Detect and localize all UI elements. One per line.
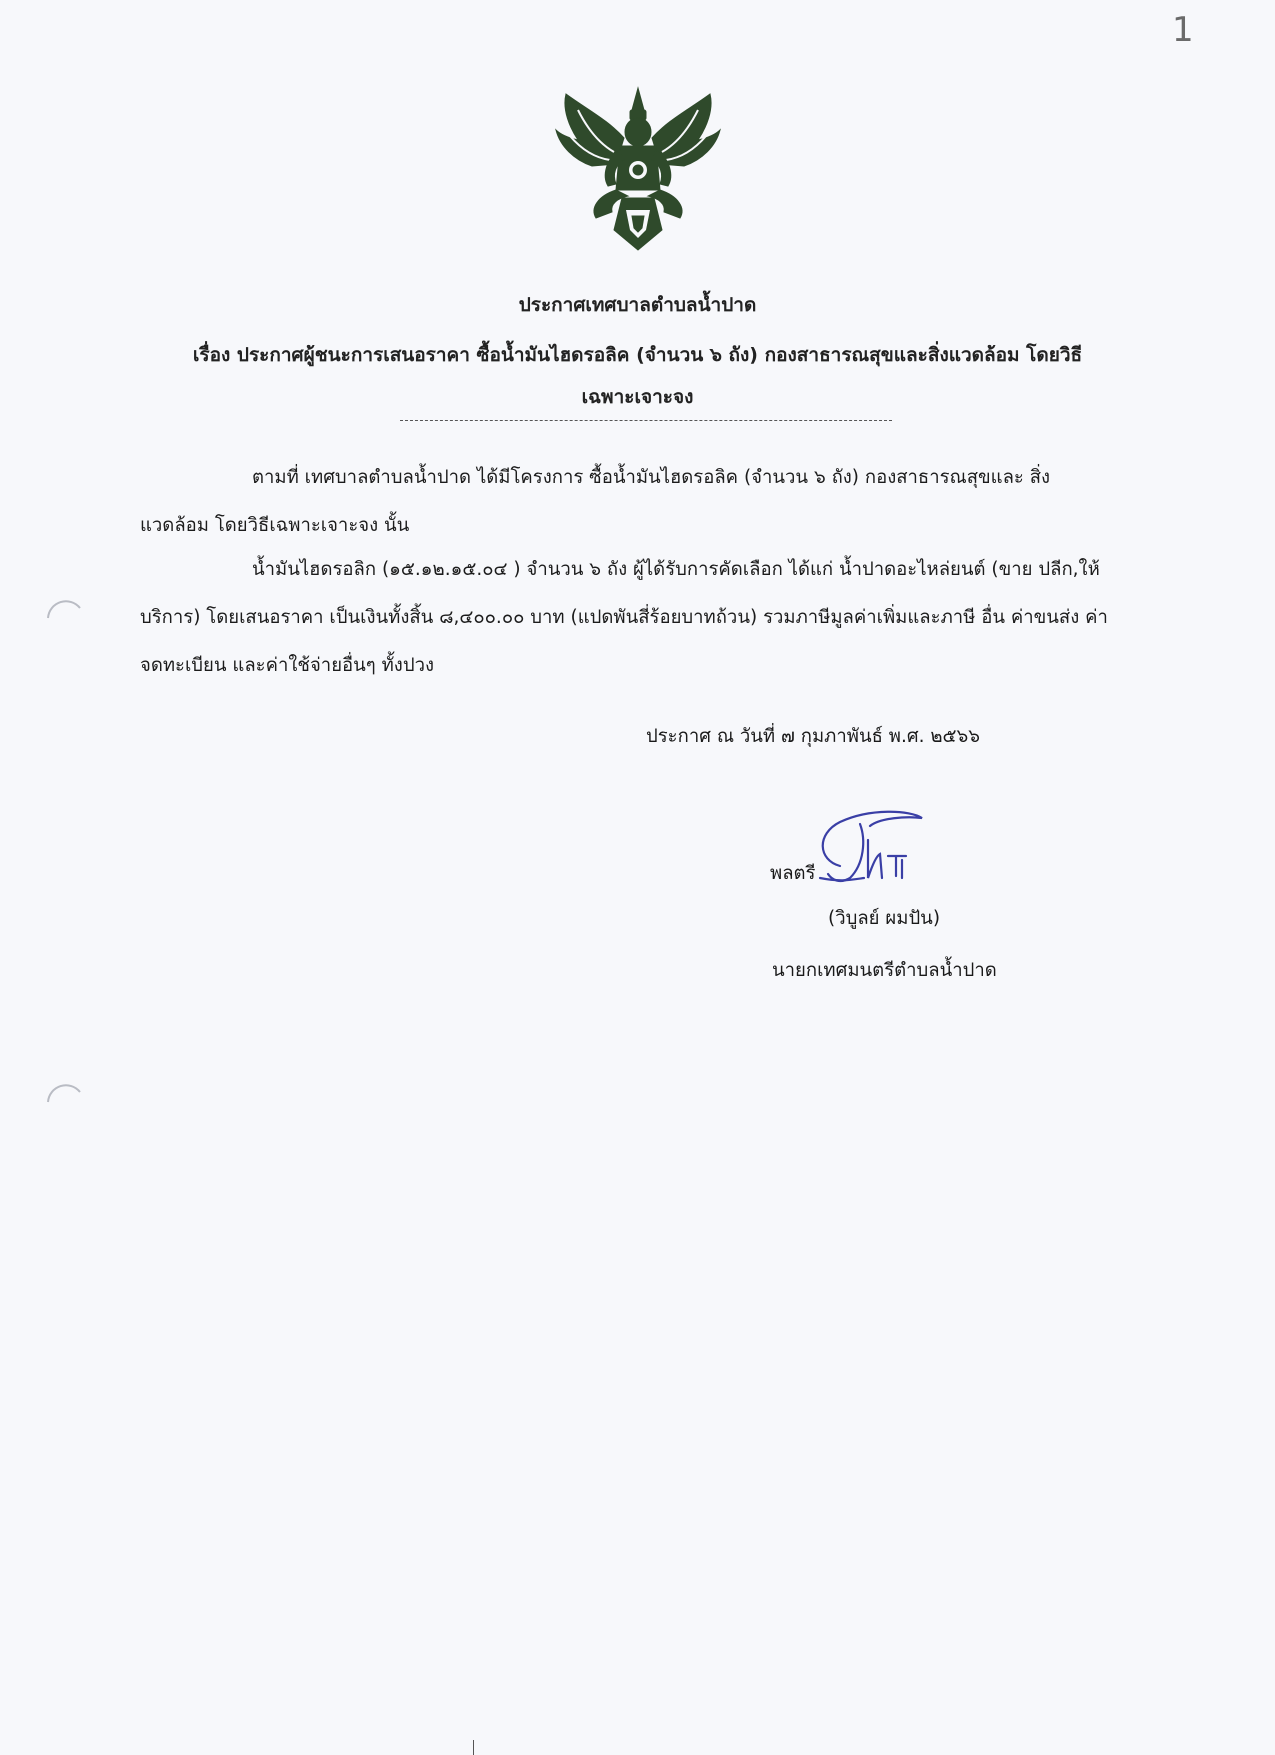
body-paragraph-1: [140, 454, 1110, 550]
scan-edge-mark: [473, 1740, 474, 1755]
paragraph-2-text: น้ำมันไฮดรอลิก (๑๕.๑๒.๑๕.๐๔ ) จำนวน ๖ ถัง ผู้ได้รับการคัดเลือก ได้แก่ น้ำปาดอะไหล่ยนต์ (ขาย ปลีก,ให้บริการ) โดยเสนอราคา เป็นเงินทั้งสิ้น ๘,๔๐๐.๐๐ บาท (แปดพันสี่ร้อยบาทถ้วน) รวมภาษีมูลค่าเพิ่มและภาษี อื่น ค่าขนส่ง ค่าจดทะเบียน และค่าใช้จ่ายอื่นๆ ทั้งปวง: [140, 559, 1108, 676]
signer-name: (วิบูลย์ ผมปัน): [828, 908, 941, 929]
punch-hole-mark: [44, 1080, 84, 1120]
body-paragraph-2: [140, 546, 1110, 690]
handwritten-signature: [810, 804, 940, 894]
signer-rank: พลตรี: [770, 863, 816, 884]
announcement-date: ประกาศ ณ วันที่ ๗ กุมภาพันธ์ พ.ศ. ๒๕๖๖: [646, 726, 981, 747]
paragraph-1-text: ตามที่ เทศบาลตำบลน้ำปาด ได้มีโครงการ ซื้อน้ำมันไฮดรอลิค (จำนวน ๖ ถัง) กองสาธารณสุขและ สิ่งแวดล้อม โดยวิธีเฉพาะเจาะจง นั้น: [140, 467, 1051, 536]
subject-line-2: เฉพาะเจาะจง: [581, 386, 694, 408]
announcement-subject: [120, 334, 1155, 418]
subject-line-1: เรื่อง ประกาศผู้ชนะการเสนอราคา ซื้อน้ำมันไฮดรอลิค (จำนวน ๖ ถัง) กองสาธารณสุขและสิ่งแวดล้อม โดยวิธี: [192, 344, 1083, 366]
garuda-emblem-icon: [548, 80, 728, 255]
signer-position: นายกเทศมนตรีตำบลน้ำปาด: [772, 960, 997, 981]
dashed-divider: [400, 420, 892, 421]
punch-hole-mark: [44, 596, 84, 636]
announcement-title: ประกาศเทศบาลตำบลน้ำปาด: [518, 294, 757, 316]
page-number-mark: 1: [1172, 10, 1194, 50]
